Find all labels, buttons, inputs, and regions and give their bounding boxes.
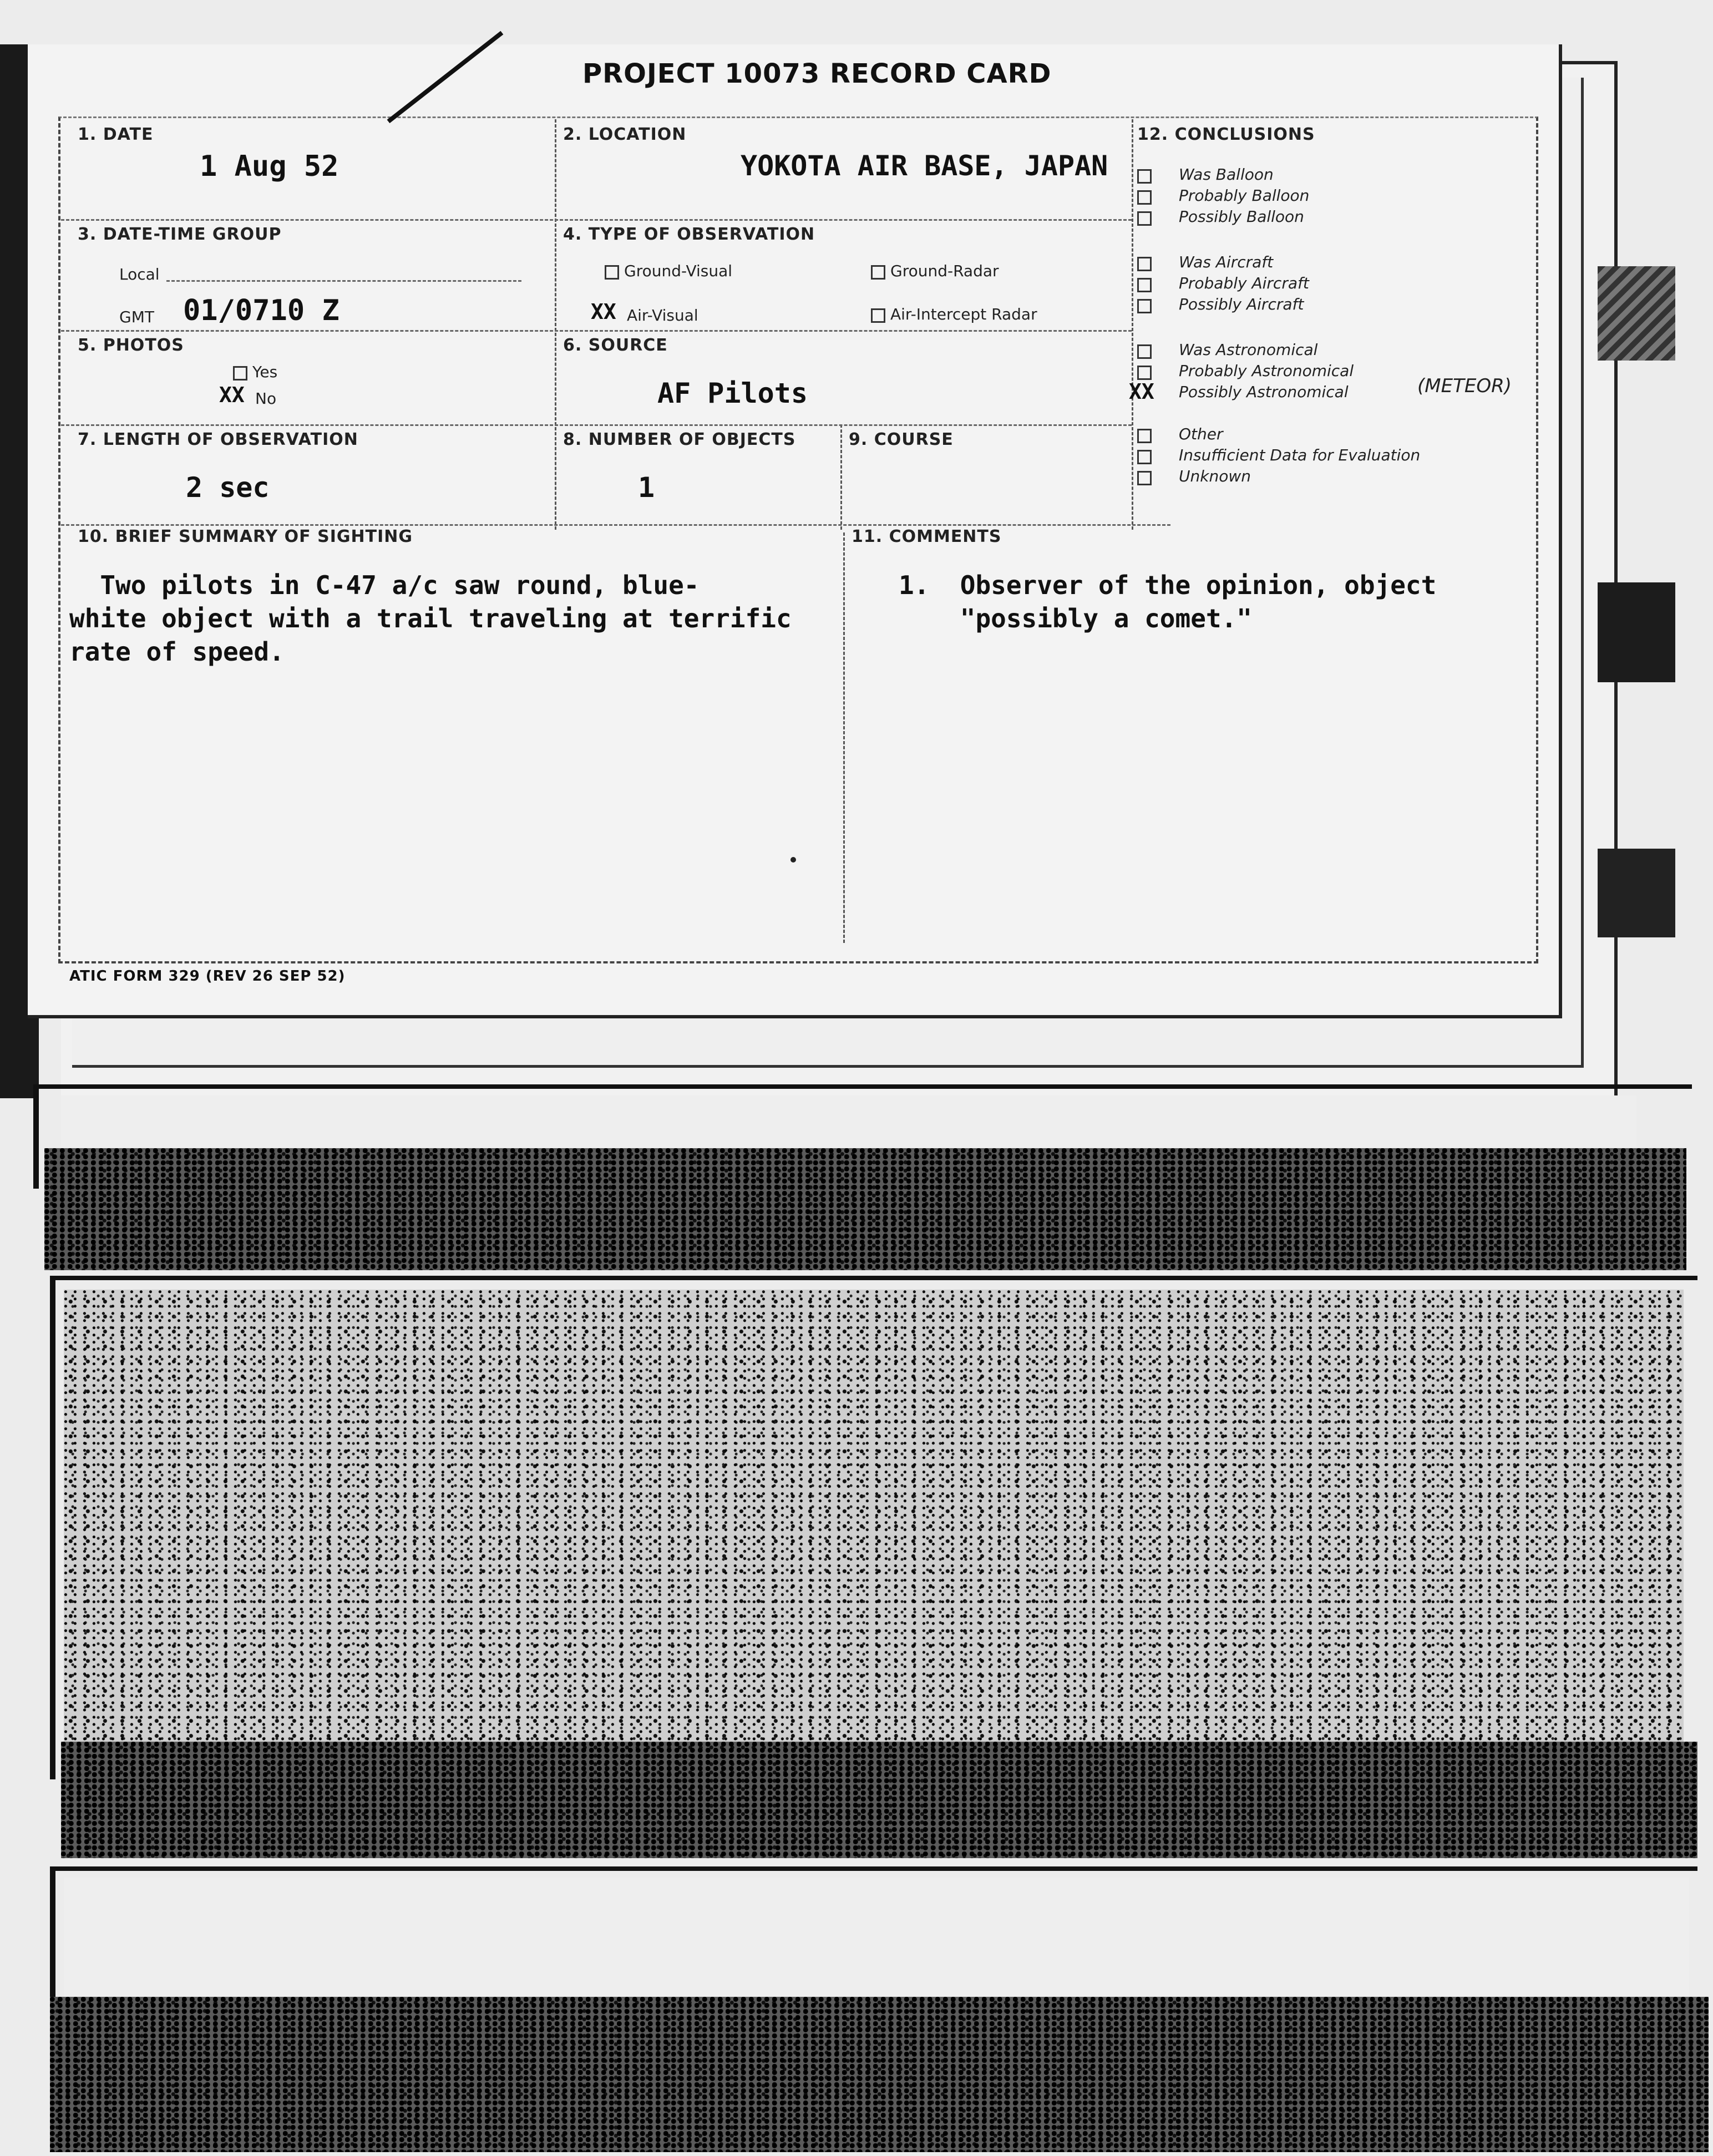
conclusion-item: Possibly Balloon: [1179, 207, 1304, 226]
conclusion-checkbox: [1137, 471, 1152, 485]
possibly-astronomical-mark: XX: [1129, 379, 1154, 404]
conclusion-checkbox: [1137, 190, 1152, 205]
location-value: YOKOTA AIR BASE, JAPAN: [741, 150, 1108, 182]
conclusion-checkbox: [1137, 211, 1152, 226]
comments-label: 11. COMMENTS: [852, 527, 1002, 546]
conclusion-item: Was Aircraft: [1179, 253, 1274, 271]
conclusion-item: Probably Astronomical: [1179, 362, 1354, 380]
gmt-value: 01/0710 Z: [183, 294, 339, 327]
back-card-edge-mark: [1598, 582, 1675, 682]
handwritten-note: (METEOR): [1417, 375, 1512, 397]
card-title: PROJECT 10073 RECORD CARD: [582, 58, 1052, 89]
air-intercept-radar-checkbox: [871, 308, 885, 323]
photos-yes-option: Yes: [252, 363, 278, 381]
date-time-group-label: 3. DATE-TIME GROUP: [78, 225, 282, 244]
back-card-edge-mark: [1598, 849, 1675, 937]
conclusion-checkbox: [1137, 278, 1152, 292]
smudged-card-edge: [61, 1742, 1697, 1858]
smudged-card-edge: [50, 1997, 1709, 2152]
form-number: ATIC FORM 329 (REV 26 SEP 52): [69, 968, 346, 985]
air-visual-option: Air-Visual: [627, 306, 698, 324]
conclusion-item: Unknown: [1179, 467, 1251, 485]
divider: [61, 330, 1132, 332]
divider: [843, 532, 845, 943]
conclusion-item: Possibly Astronomical: [1179, 383, 1349, 401]
ground-visual-option: Ground-Visual: [624, 262, 733, 280]
divider: [555, 119, 556, 530]
conclusion-item: Was Balloon: [1179, 165, 1274, 184]
air-visual-mark: XX: [591, 300, 616, 324]
photos-label: 5. PHOTOS: [78, 336, 184, 355]
local-time-line: [166, 280, 521, 282]
type-of-observation-label: 4. TYPE OF OBSERVATION: [563, 225, 815, 244]
ink-speck: [790, 857, 796, 863]
conclusion-item: Insufficient Data for Evaluation: [1179, 446, 1421, 464]
course-label: 9. COURSE: [849, 430, 954, 449]
photos-yes-checkbox: [233, 366, 247, 381]
date-value: 1 Aug 52: [200, 150, 339, 183]
divider: [840, 424, 842, 530]
divider: [61, 219, 1132, 221]
comments-line: 1. Observer of the opinion, object: [899, 570, 1437, 600]
conclusion-checkbox: [1137, 344, 1152, 359]
brief-summary-line: rate of speed.: [69, 637, 285, 667]
back-card-edge-mark: [1598, 266, 1675, 361]
conclusion-checkbox: [1137, 299, 1152, 313]
conclusion-item: Possibly Aircraft: [1179, 295, 1304, 313]
length-of-observation-label: 7. LENGTH OF OBSERVATION: [78, 430, 358, 449]
degraded-card: [64, 1290, 1684, 1767]
brief-summary-line: white object with a trail traveling at terrific: [69, 603, 792, 633]
divider: [1132, 119, 1133, 530]
conclusions-label: 12. CONCLUSIONS: [1137, 125, 1315, 144]
air-intercept-radar-option: Air-Intercept Radar: [890, 305, 1037, 323]
brief-summary-line: Two pilots in C-47 a/c saw round, blue-: [69, 570, 700, 600]
conclusion-checkbox: [1137, 429, 1152, 443]
conclusion-item: Probably Balloon: [1179, 186, 1310, 205]
smudged-card-edge: [44, 1148, 1686, 1270]
source-value: AF Pilots: [657, 377, 808, 409]
conclusion-checkbox: [1137, 169, 1152, 184]
card-strip: [64, 1878, 1689, 2005]
conclusion-item: Other: [1179, 425, 1223, 443]
photos-no-mark: XX: [219, 383, 245, 407]
ground-visual-checkbox: [605, 265, 619, 280]
divider: [61, 524, 1170, 526]
conclusion-checkbox: [1137, 257, 1152, 271]
conclusion-checkbox: [1137, 450, 1152, 464]
photos-no-option: No: [255, 389, 277, 408]
conclusion-checkbox: [1137, 366, 1152, 380]
length-of-observation-value: 2 sec: [186, 471, 270, 504]
location-label: 2. LOCATION: [563, 125, 687, 144]
date-label: 1. DATE: [78, 125, 154, 144]
comments-line: "possibly a comet.": [899, 603, 1252, 633]
conclusion-item: Was Astronomical: [1179, 341, 1318, 359]
gmt-label: GMT: [119, 308, 154, 326]
ground-radar-option: Ground-Radar: [890, 262, 999, 280]
ground-radar-checkbox: [871, 265, 885, 280]
source-label: 6. SOURCE: [563, 336, 668, 355]
brief-summary-label: 10. BRIEF SUMMARY OF SIGHTING: [78, 527, 413, 546]
local-time-label: Local: [119, 265, 160, 283]
divider: [61, 424, 1132, 426]
conclusion-item: Probably Aircraft: [1179, 274, 1309, 292]
number-of-objects-value: 1: [638, 471, 655, 504]
number-of-objects-label: 8. NUMBER OF OBJECTS: [563, 430, 796, 449]
